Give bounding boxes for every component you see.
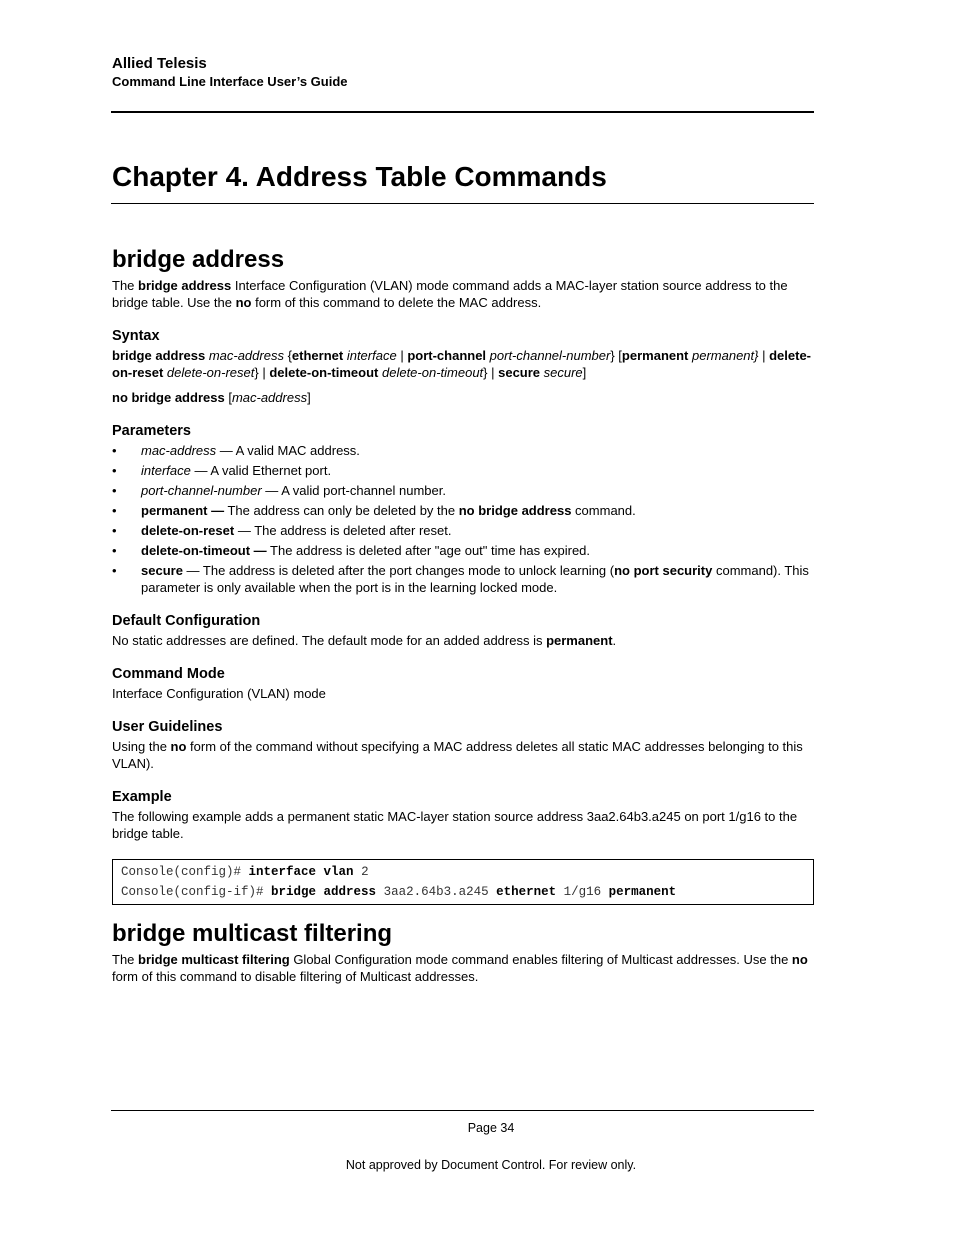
page-content bbox=[112, 243, 814, 985]
command-mode-heading: Command Mode bbox=[112, 666, 225, 682]
example-text: The following example adds a permanent static MAC-layer station source address 3aa2.64b3.a245 on port 1/g16 to the bridge table. bbox=[112, 809, 798, 841]
bullet-icon: • bbox=[112, 523, 117, 538]
company-name: Allied Telesis bbox=[112, 55, 207, 72]
header-rule bbox=[111, 111, 814, 113]
syntax-heading: Syntax bbox=[112, 328, 160, 344]
list-item: • interface — A valid Ethernet port. bbox=[112, 463, 332, 478]
code-line-2: Console(config-if)# bridge address 3aa2.64b3.a245 ethernet 1/g16 permanent bbox=[121, 885, 677, 899]
section2-intro: The bridge multicast filtering Global Configuration mode command enables filtering of Multicast addresses. Use the no form of this command to disable filtering of Multicast addresses. bbox=[112, 952, 808, 984]
running-header bbox=[112, 55, 348, 91]
syntax-line-1: bridge address mac-address {ethernet interface | port-channel port-channel-number} [permanent permanent} | delete-on-reset delete-on-reset} | delete-on-timeout delete-on-timeout} | secure secure] bbox=[112, 348, 812, 380]
bullet-icon: • bbox=[112, 503, 117, 518]
list-item: • secure — The address is deleted after the port changes mode to unlock learning (no port security command). This parameter is only available when the port is in the learning locked mode. bbox=[112, 563, 809, 595]
command-mode-text: Interface Configuration (VLAN) mode bbox=[112, 686, 326, 701]
chapter-rule bbox=[111, 203, 814, 204]
bullet-icon: • bbox=[112, 443, 117, 458]
default-configuration-text: No static addresses are defined. The default mode for an added address is permanent. bbox=[112, 633, 617, 648]
page-number: Page 34 bbox=[467, 1121, 515, 1135]
code-example-box bbox=[112, 859, 814, 905]
section-intro: The bridge address Interface Configuration (VLAN) mode command adds a MAC-layer station source address to the bridge table. Use the no form of this command to delete the MAC address. bbox=[112, 278, 788, 310]
bullet-icon: • bbox=[112, 463, 117, 478]
user-guidelines-text: Using the no form of the command without specifying a MAC address deletes all static MAC addresses belonging to this VLAN). bbox=[112, 739, 803, 771]
parameters-heading: Parameters bbox=[112, 423, 191, 439]
default-configuration-heading: Default Configuration bbox=[112, 613, 261, 629]
list-item: • delete-on-reset — The address is deleted after reset. bbox=[112, 523, 452, 538]
list-item: • mac-address — A valid MAC address. bbox=[112, 443, 360, 458]
bullet-icon: • bbox=[112, 483, 117, 498]
user-guidelines-heading: User Guidelines bbox=[112, 719, 223, 735]
syntax-line-2: no bridge address [mac-address] bbox=[112, 390, 311, 405]
section-title-bridge-multicast-filtering: bridge multicast filtering bbox=[112, 920, 393, 947]
section-title-bridge-address: bridge address bbox=[112, 246, 285, 273]
bullet-icon: • bbox=[112, 543, 117, 558]
chapter-title: Chapter 4. Address Table Commands bbox=[112, 161, 607, 192]
code-line-1: Console(config)# interface vlan 2 bbox=[121, 865, 369, 879]
list-item: • port-channel-number — A valid port-channel number. bbox=[112, 483, 446, 498]
bullet-icon: • bbox=[112, 563, 117, 578]
list-item: • delete-on-timeout — The address is deleted after "age out" time has expired. bbox=[112, 543, 591, 558]
parameters-list bbox=[112, 442, 814, 596]
list-item: • permanent — The address can only be deleted by the no bridge address command. bbox=[112, 503, 636, 518]
example-heading: Example bbox=[112, 789, 172, 805]
footer-rule bbox=[111, 1110, 814, 1111]
guide-title: Command Line Interface User’s Guide bbox=[112, 74, 348, 89]
review-disclaimer: Not approved by Document Control. For review only. bbox=[345, 1158, 637, 1172]
